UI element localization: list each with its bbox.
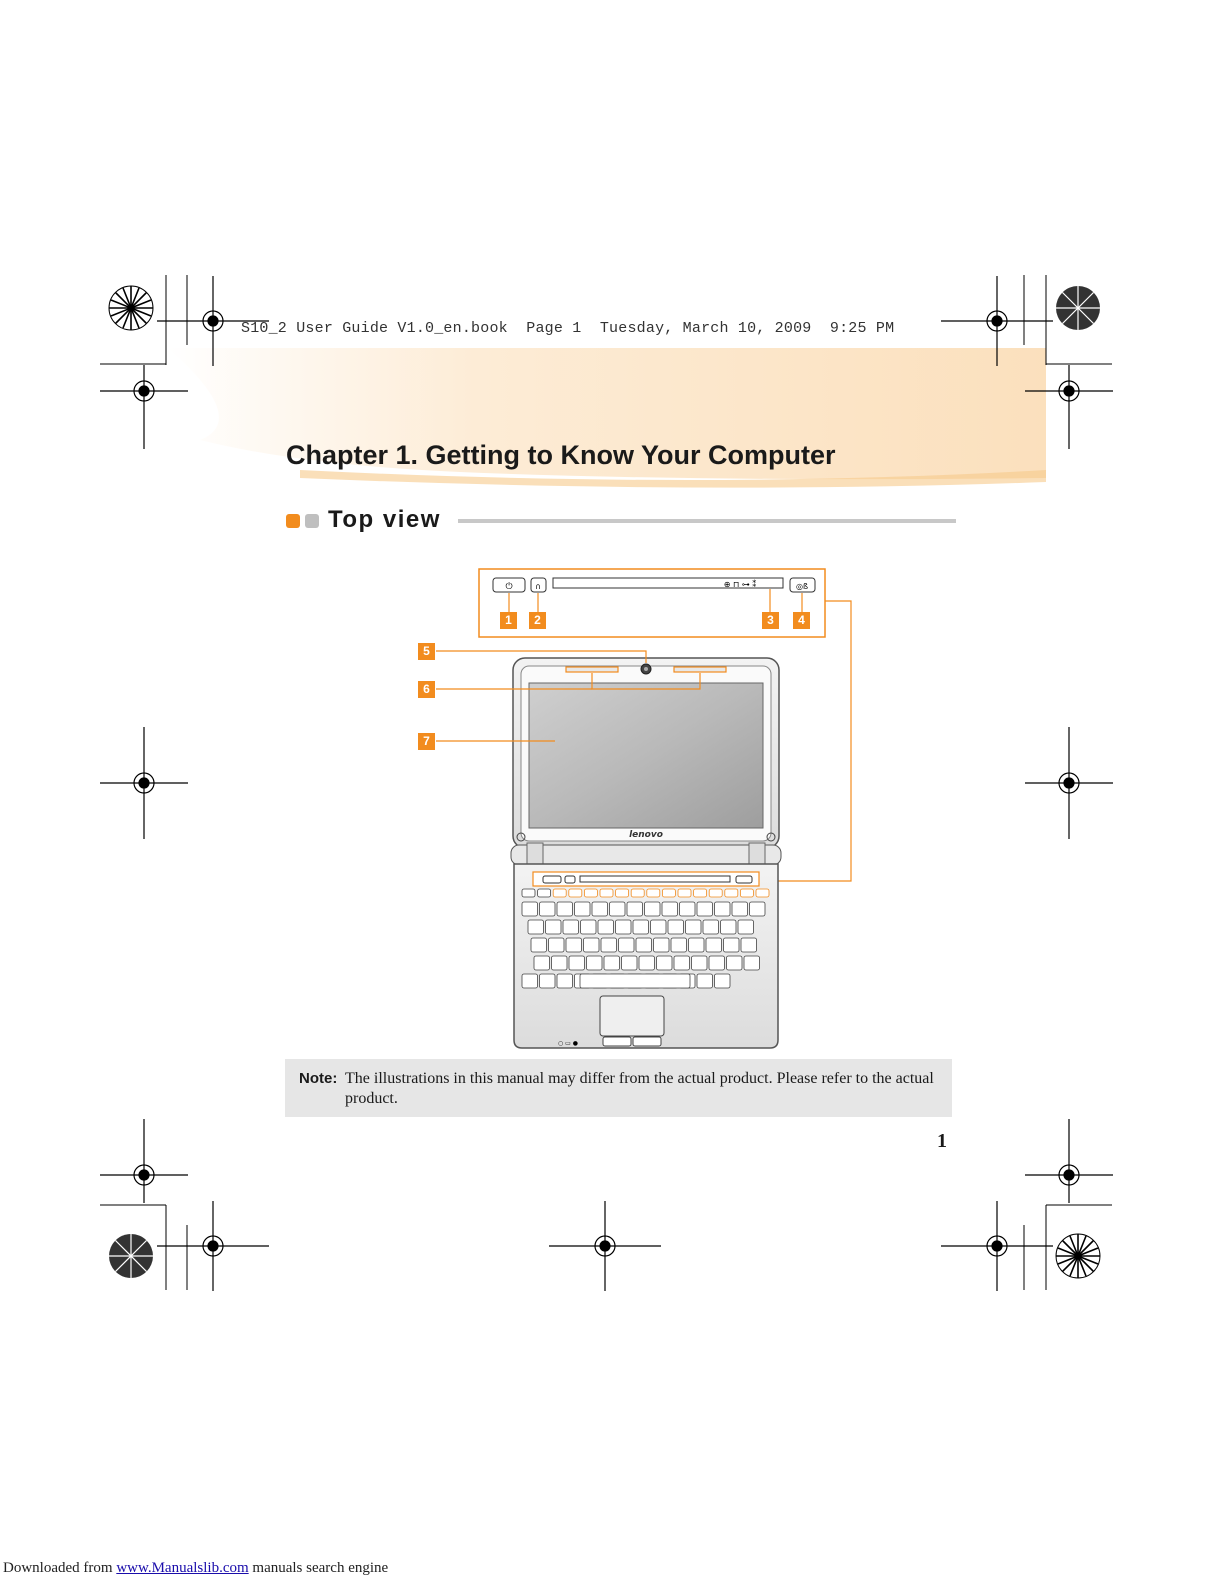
laptop-hinge — [511, 843, 781, 865]
footer-prefix: Downloaded from — [3, 1560, 117, 1576]
svg-text:∩: ∩ — [535, 582, 541, 591]
callout-4: 4 — [793, 612, 810, 629]
keyboard-key — [709, 956, 725, 970]
keyboard-key — [732, 902, 748, 916]
keyboard-key — [616, 889, 629, 897]
keyboard-key — [674, 956, 690, 970]
keyboard-key — [703, 920, 719, 934]
callout-5: 5 — [418, 643, 435, 660]
keyboard-key — [569, 956, 585, 970]
laptop-lid — [513, 658, 779, 848]
callout-7: 7 — [418, 733, 435, 750]
keyboard-key — [610, 902, 626, 916]
manualslib-link[interactable]: www.Manualslib.com — [116, 1560, 249, 1576]
keyboard-key — [654, 938, 670, 952]
keyboard-key — [692, 956, 708, 970]
keyboard-key — [601, 938, 617, 952]
callout-1: 1 — [500, 612, 517, 629]
svg-text:⊕ ⊓ ⊶ ⁑: ⊕ ⊓ ⊶ ⁑ — [723, 580, 757, 589]
keyboard-key — [744, 956, 760, 970]
chapter-title: Chapter 1. Getting to Know Your Computer — [286, 440, 836, 470]
keyboard-key — [522, 889, 535, 897]
keyboard-key — [633, 920, 649, 934]
keyboard-key — [540, 902, 556, 916]
footer-suffix: manuals search engine — [248, 1560, 389, 1576]
keyboard-key — [715, 974, 731, 988]
keyboard-key — [636, 938, 652, 952]
keyboard-key — [531, 938, 547, 952]
keyboard-key — [725, 889, 738, 897]
brand-logo: lenovo — [629, 830, 663, 840]
keyboard-key — [647, 889, 660, 897]
keyboard-key — [616, 920, 632, 934]
keyboard-key — [528, 920, 544, 934]
keyboard-key — [522, 902, 538, 916]
keyboard-key — [738, 920, 754, 934]
keyboard-key — [584, 938, 600, 952]
keyboard-key — [619, 938, 635, 952]
keyboard-key — [639, 956, 655, 970]
keyboard-key — [587, 956, 603, 970]
note-label: Note: — [299, 1070, 338, 1087]
download-footer — [3, 1560, 388, 1577]
keyboard-key — [598, 920, 614, 934]
keyboard-key — [668, 920, 684, 934]
keyboard-key — [715, 902, 731, 916]
keyboard-key — [750, 902, 766, 916]
keyboard-key — [651, 920, 667, 934]
keyboard-key — [697, 974, 713, 988]
callout-2: 2 — [529, 612, 546, 629]
keyboard-key — [584, 889, 597, 897]
keyboard-key — [604, 956, 620, 970]
keyboard-key — [678, 889, 691, 897]
keyboard-key — [721, 920, 737, 934]
keyboard-key — [580, 974, 690, 988]
keyboard-key — [557, 902, 573, 916]
keyboard-key — [689, 938, 705, 952]
keyboard-key — [534, 956, 550, 970]
keyboard-key — [697, 902, 713, 916]
note-box — [285, 1059, 952, 1117]
keyboard-key — [566, 938, 582, 952]
keyboard-key — [741, 938, 757, 952]
keyboard-key — [645, 902, 661, 916]
svg-text:◎ß: ◎ß — [795, 582, 809, 591]
keyboard-key — [575, 902, 591, 916]
keyboard-key — [622, 956, 638, 970]
keyboard-key — [662, 889, 675, 897]
print-header: S10_2 User Guide V1.0_en.book Page 1 Tuesday, March 10, 2009 9:25 PM — [241, 320, 895, 337]
keyboard-key — [662, 902, 678, 916]
keyboard-key — [671, 938, 687, 952]
keyboard-key — [557, 974, 573, 988]
page-number: 1 — [937, 1130, 947, 1152]
keyboard-key — [631, 889, 644, 897]
svg-text:○ ▭ ●: ○ ▭ ● — [558, 1040, 578, 1047]
keyboard-key — [522, 974, 538, 988]
callout-6: 6 — [418, 681, 435, 698]
keyboard-key — [540, 974, 556, 988]
keyboard-key — [709, 889, 722, 897]
keyboard-key — [706, 938, 722, 952]
keyboard-key — [740, 889, 753, 897]
keyboard-key — [569, 889, 582, 897]
keyboard-key — [552, 956, 568, 970]
keyboard-key — [627, 902, 643, 916]
callout-3: 3 — [762, 612, 779, 629]
keyboard-key — [724, 938, 740, 952]
keyboard-key — [686, 920, 702, 934]
keyboard-key — [546, 920, 562, 934]
keyboard-key — [694, 889, 707, 897]
keyboard-key — [549, 938, 565, 952]
section-title: Top view — [328, 506, 441, 533]
keyboard-key — [563, 920, 579, 934]
keyboard-key — [553, 889, 566, 897]
note-text: The illustrations in this manual may differ from the actual product. Please refer to the actual product. — [345, 1070, 934, 1107]
svg-text:⏻: ⏻ — [505, 582, 513, 592]
keyboard-key — [756, 889, 769, 897]
keyboard-key — [727, 956, 743, 970]
keyboard-key — [680, 902, 696, 916]
keyboard-key — [581, 920, 597, 934]
keyboard-key — [657, 956, 673, 970]
laptop-base — [514, 864, 778, 1048]
keyboard-key — [600, 889, 613, 897]
keyboard-key — [592, 902, 608, 916]
keyboard-key — [538, 889, 551, 897]
